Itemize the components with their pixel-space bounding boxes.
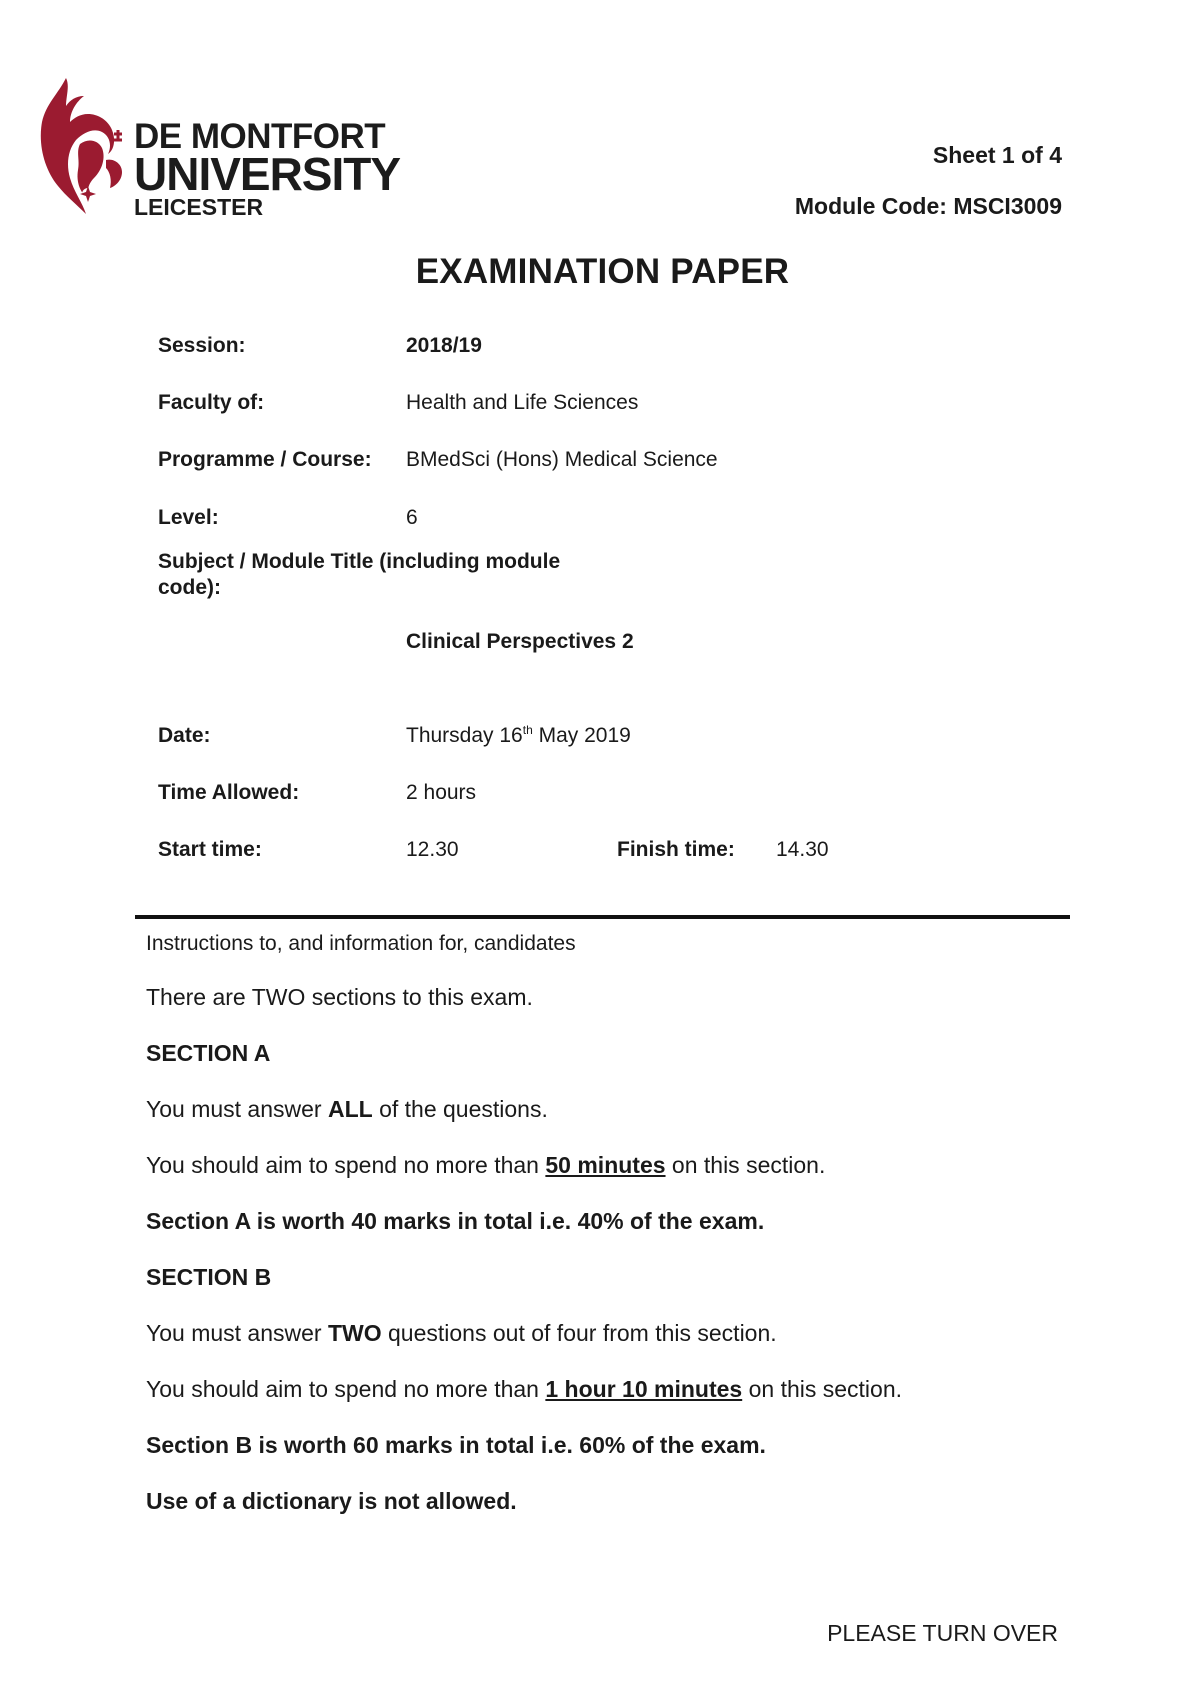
date-label: Date: (158, 724, 211, 747)
instructions-intro: There are TWO sections to this exam. (146, 984, 533, 1010)
section-b-answer-two: You must answer TWO questions out of four from this section. (146, 1320, 777, 1346)
sheet-number: Sheet 1 of 4 (932, 142, 1062, 168)
university-logo (36, 74, 401, 234)
time-allowed-label: Time Allowed: (158, 781, 300, 804)
section-b-heading: SECTION B (146, 1264, 272, 1290)
divider (135, 915, 1070, 919)
finish-time-value: 14.30 (776, 838, 829, 861)
section-a-time: You should aim to spend no more than 50 minutes on this section. (146, 1152, 826, 1178)
module-code: Module Code: MSCI3009 (794, 193, 1062, 219)
time-allowed-value: 2 hours (406, 781, 477, 804)
session-label: Session: (158, 334, 246, 357)
faculty-value: Health and Life Sciences (406, 391, 639, 414)
section-b-time: You should aim to spend no more than 1 hour 10 minutes on this section. (146, 1376, 903, 1402)
section-a-worth: Section A is worth 40 marks in total i.e. 40% of the exam. (146, 1208, 765, 1234)
start-time-label: Start time: (158, 838, 262, 861)
section-b-worth: Section B is worth 60 marks in total i.e. 60% of the exam. (146, 1432, 766, 1458)
please-turn-over: PLEASE TURN OVER (827, 1620, 1058, 1646)
programme-label: Programme / Course: (158, 448, 372, 471)
session-value: 2018/19 (406, 334, 482, 357)
section-a-answer-all: You must answer ALL of the questions. (146, 1096, 548, 1122)
finish-time-label: Finish time: (617, 838, 735, 861)
dictionary-notice: Use of a dictionary is not allowed. (146, 1488, 517, 1514)
subject-label-line2: code): (158, 576, 221, 599)
faculty-label: Faculty of: (158, 391, 265, 414)
page-title: EXAMINATION PAPER (415, 252, 790, 291)
logo-wordmark-line1: DE MONTFORT (134, 117, 386, 156)
logo-wordmark-line2: UNIVERSITY (134, 148, 401, 200)
level-value: 6 (406, 506, 418, 529)
subject-value: Clinical Perspectives 2 (406, 630, 634, 653)
instructions-heading: Instructions to, and information for, candidates (146, 932, 576, 955)
date-value: Thursday 16th May 2019 (406, 723, 631, 747)
lion-emblem-icon (36, 74, 136, 224)
level-label: Level: (158, 506, 219, 529)
section-a-heading: SECTION A (146, 1040, 271, 1066)
programme-value: BMedSci (Hons) Medical Science (406, 448, 718, 471)
subject-label-line1: Subject / Module Title (including module (158, 550, 561, 573)
logo-wordmark-line3: LEICESTER (134, 194, 264, 220)
start-time-value: 12.30 (406, 838, 459, 861)
